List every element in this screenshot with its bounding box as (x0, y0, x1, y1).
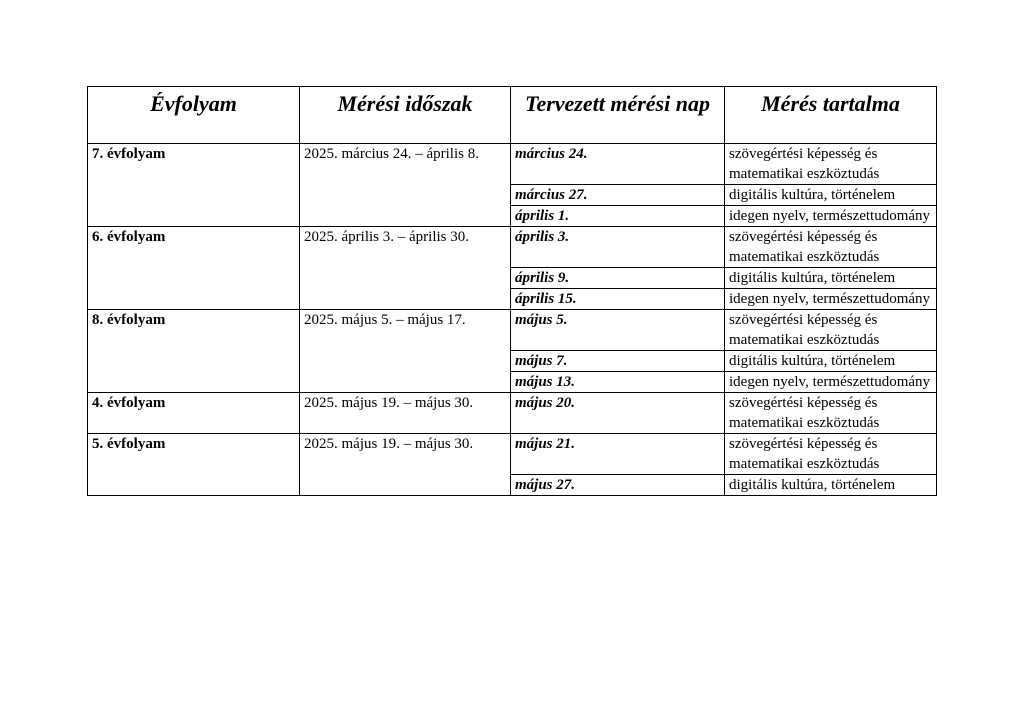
content-cell: digitális kultúra, történelem (725, 185, 937, 206)
planned-day-cell: május 13. (511, 372, 725, 393)
table-row (88, 227, 937, 268)
grade-cell: 6. évfolyam (88, 227, 300, 310)
content-cell: idegen nyelv, természettudomány (725, 206, 937, 227)
planned-day-cell: május 27. (511, 475, 725, 496)
content-cell: digitális kultúra, történelem (725, 351, 937, 372)
content-cell: digitális kultúra, történelem (725, 475, 937, 496)
planned-day-cell: április 9. (511, 268, 725, 289)
content-cell: szövegértési képesség és matematikai eszköztudás (725, 227, 937, 268)
header-content: Mérés tartalma (725, 87, 937, 144)
planned-day-cell: március 24. (511, 144, 725, 185)
table-body (88, 144, 937, 496)
table-row (88, 434, 937, 475)
content-cell: szövegértési képesség és matematikai eszköztudás (725, 310, 937, 351)
planned-day-cell: május 7. (511, 351, 725, 372)
planned-day-cell: március 27. (511, 185, 725, 206)
table-row (88, 393, 937, 434)
grade-cell: 8. évfolyam (88, 310, 300, 393)
content-cell: szövegértési képesség és matematikai eszköztudás (725, 434, 937, 475)
content-cell: idegen nyelv, természettudomány (725, 372, 937, 393)
header-grade: Évfolyam (88, 87, 300, 144)
header-period: Mérési időszak (300, 87, 511, 144)
grade-cell: 5. évfolyam (88, 434, 300, 496)
planned-day-cell: április 15. (511, 289, 725, 310)
period-cell: 2025. május 19. – május 30. (300, 393, 511, 434)
table-row (88, 310, 937, 351)
table-header-row (88, 87, 937, 144)
period-cell: 2025. április 3. – április 30. (300, 227, 511, 310)
planned-day-cell: május 5. (511, 310, 725, 351)
planned-day-cell: május 20. (511, 393, 725, 434)
period-cell: 2025. május 19. – május 30. (300, 434, 511, 496)
content-cell: szövegértési képesség és matematikai eszköztudás (725, 144, 937, 185)
planned-day-cell: április 1. (511, 206, 725, 227)
planned-day-cell: április 3. (511, 227, 725, 268)
period-cell: 2025. március 24. – április 8. (300, 144, 511, 227)
grade-cell: 7. évfolyam (88, 144, 300, 227)
header-planned-day: Tervezett mérési nap (511, 87, 725, 144)
content-cell: idegen nyelv, természettudomány (725, 289, 937, 310)
table-row (88, 144, 937, 185)
content-cell: szövegértési képesség és matematikai eszköztudás (725, 393, 937, 434)
content-cell: digitális kultúra, történelem (725, 268, 937, 289)
planned-day-cell: május 21. (511, 434, 725, 475)
period-cell: 2025. május 5. – május 17. (300, 310, 511, 393)
measurement-schedule-table (87, 86, 937, 496)
grade-cell: 4. évfolyam (88, 393, 300, 434)
